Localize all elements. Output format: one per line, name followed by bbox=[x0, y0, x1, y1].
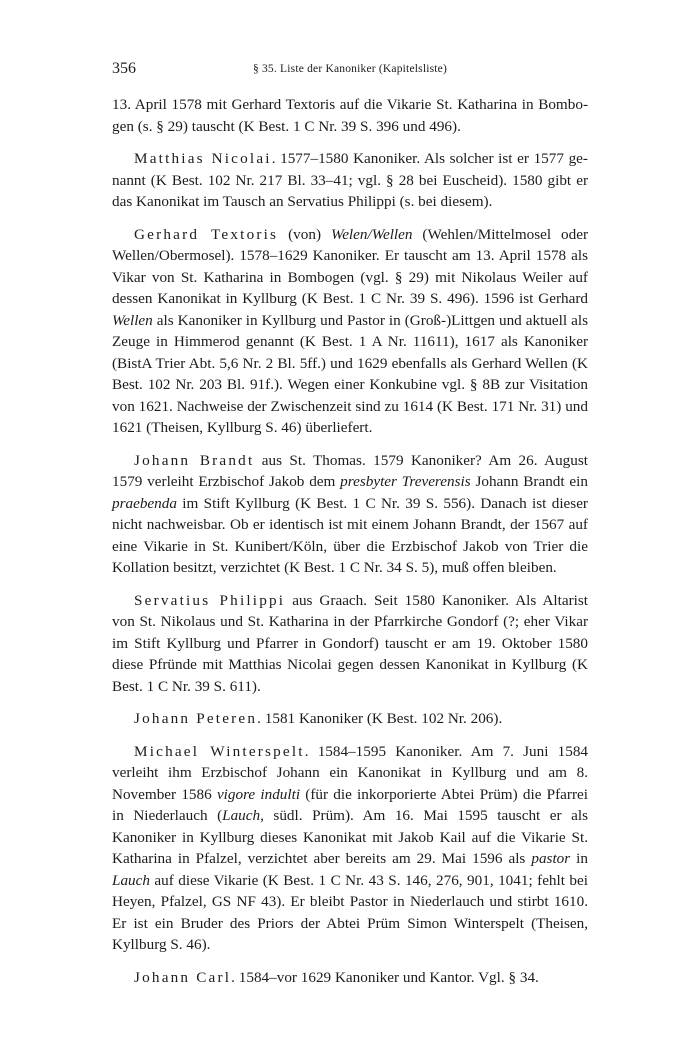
entry-text: . 1577–1580 Kanoniker. Als solcher ist er 1577 genannt (K Best. 102 Nr. 217 Bl. 33–41; vgl. § 28 bei Euscheid). 1580 gibt er das Kanonikat im Tausch an Servatius Philippi (s. bei diesem). bbox=[112, 150, 588, 210]
canon-entry bbox=[112, 967, 588, 989]
continued-paragraph bbox=[112, 94, 588, 137]
entry-text: 13. April 1578 mit Gerhard Textoris auf die Vikarie St. Katharina in Bombogen (s. § 29) tauscht (K Best. 1 C Nr. 39 S. 396 und 496). bbox=[112, 96, 588, 135]
latin-term: pastor bbox=[531, 850, 571, 867]
entry-text: (von) bbox=[278, 225, 331, 243]
entry-text: in bbox=[570, 850, 588, 867]
entry-text: . 1584–1595 Kanoniker. Am 7. Juni 1584 verleiht ihm Erzbischof Johann ein Kanonikat in Kyllburg und am 8. November 1586 bbox=[112, 742, 589, 803]
body-text bbox=[112, 94, 588, 999]
page-number: 356 bbox=[112, 60, 136, 77]
latin-term: vigore indulti bbox=[216, 785, 301, 803]
canon-name: Johann Brandt bbox=[134, 451, 255, 469]
canon-name: Servatius Philippi bbox=[134, 591, 286, 609]
canon-entry bbox=[112, 450, 588, 579]
latin-term: praebenda bbox=[112, 494, 177, 512]
entry-text: . 1581 Kanoniker (K Best. 102 Nr. 206). bbox=[257, 710, 503, 727]
canon-entry bbox=[112, 741, 588, 956]
canon-name: Johann Peteren bbox=[134, 710, 258, 727]
page-header bbox=[112, 60, 588, 84]
canon-name: Michael Winterspelt bbox=[134, 742, 305, 760]
entry-text: im Stift Kyllburg (K Best. 1 C Nr. 39 S. 556). Danach ist dieser nicht nachweisbar. Ob er identisch ist mit einem Johann Brandt, der 1567 auf eine Vikarie in St. Kunibert/Köln, über die Erzbischof Jakob von Trier die Kollation besitzt, verzichtet (K Best. 1 C Nr. 34 S. 5), muß offen bleiben. bbox=[112, 494, 588, 576]
entry-text: (für die inkorporierte Abtei Prüm) die Pfarrei in Niederlauch ( bbox=[112, 785, 588, 824]
entry-text: aus Graach. Seit 1580 Kanoniker. Als Altarist von St. Nikolaus und St. Katharina in der Pfarrkirche Gondorf (?; eher Vikar im Stift Kyllburg und Pfarrer in Gondorf) tauscht er am 19. Oktober 1580 diese Pfründe mit Matthias Nicolai gegen dessen Kanonikat in Kyllburg (K Best. 1 C Nr. 39 S. 611). bbox=[112, 591, 589, 695]
entry-text: auf diese Vikarie (K Best. 1 C Nr. 43 S. 146, 276, 901, 1041; fehlt bei Heyen, Pfalzel, GS NF 43). Er bleibt Pastor in Niederlauch und stirbt 1610. Er ist ein Bruder des Priors der Abtei Prüm Simon Winterspelt (Theisen, Kyllburg S. 46). bbox=[112, 871, 588, 953]
entry-text: aus St. Thomas. 1579 Kanoniker? Am 26. August 1579 verleiht Erzbischof Jakob dem bbox=[112, 451, 588, 490]
canon-entry bbox=[112, 590, 588, 698]
latin-term: Welen/Wellen bbox=[330, 225, 413, 243]
latin-term: Lauch, bbox=[222, 807, 264, 824]
latin-term: Wellen bbox=[112, 311, 153, 329]
latin-term: Lauch bbox=[112, 871, 150, 889]
running-title: § 35. Liste der Kanoniker (Kapitelsliste) bbox=[252, 63, 448, 75]
entry-text: . 1584–vor 1629 Kanoniker und Kantor. Vgl. § 34. bbox=[231, 968, 539, 986]
canon-entry bbox=[112, 148, 588, 213]
canon-name: Gerhard Textoris bbox=[134, 225, 279, 243]
entry-text: südl. Prüm). Am 16. Mai 1595 tauscht er als Kanoniker in Kyllburg dieses Kanonikat mit Jakob Kail auf die Vikarie St. Katharina in Pfalzel, verzichtet aber bereits am 29. Mai 1596 als bbox=[112, 807, 588, 867]
entry-text: Johann Brandt ein bbox=[470, 473, 588, 490]
canon-entry bbox=[112, 224, 588, 439]
canon-name: Matthias Nicolai bbox=[134, 150, 272, 167]
latin-term: presbyter Treverensis bbox=[340, 473, 471, 490]
entry-text: als Kanoniker in Kyllburg und Pastor in (Groß-)Littgen und aktuell als Zeuge in Himmerod genannt (K Best. 1 A Nr. 11611), 1617 als Kanoniker (BistA Trier Abt. 5,6 Nr. 2 Bl. 5ff.) und 1629 ebenfalls als Gerhard Wellen (K Best. 102 Nr. 203 Bl. 91f.). Wegen einer Konkubine vgl. § 8B zur Visitation von 1621. Nachweise der Zwischenzeit sind zu 1614 (K Best. 171 Nr. 31) und 1621 (Theisen, Kyllburg S. 46) überliefert. bbox=[112, 311, 588, 436]
canon-entry bbox=[112, 708, 588, 730]
entry-text: (Wehlen/Mittelmosel oder Wellen/Obermosel). 1578–1629 Kanoniker. Er tauscht am 13. April 1578 als Vikar von St. Katharina in Bombogen (vgl. § 29) mit Nikolaus Weiler auf dessen Kanonikat in Kyllburg (K Best. 1 C Nr. 39 S. 496). 1596 ist Gerhard bbox=[112, 225, 589, 307]
canon-name: Johann Carl bbox=[134, 968, 232, 986]
